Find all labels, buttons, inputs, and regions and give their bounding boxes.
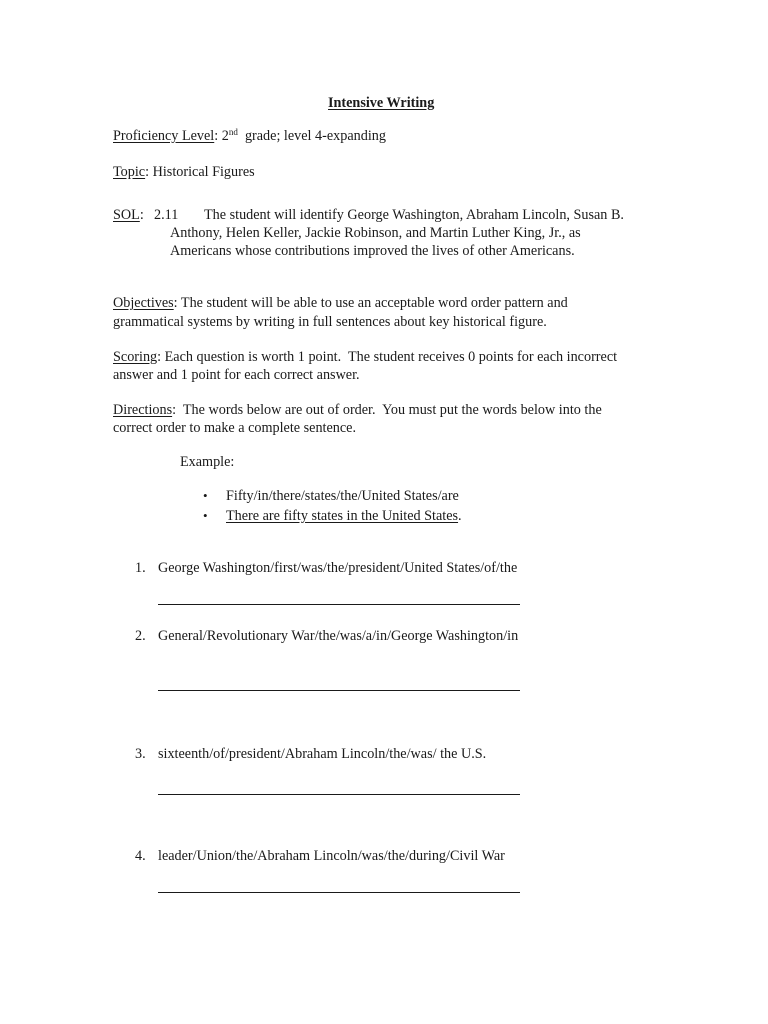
question-text: sixteenth/of/president/Abraham Lincoln/the/was/ the U.S. (158, 746, 487, 762)
proficiency-label: Proficiency Level (113, 128, 215, 144)
objectives-text-1: : The student will be able to use an acceptable word order pattern and (173, 295, 568, 311)
sol-label: SOL (113, 207, 140, 223)
directions-label: Directions (113, 402, 173, 418)
example-answer: There are fifty states in the United States (226, 508, 459, 524)
sol-text-line-2: Anthony, Helen Keller, Jackie Robinson, and Martin Luther King, Jr., as (170, 225, 581, 241)
bullet-icon: • (203, 488, 208, 503)
directions-text-1: : The words below are out of order. You must put the words below into the (172, 402, 602, 418)
objectives-label: Objectives (113, 295, 174, 311)
sol-line-1 (113, 206, 144, 224)
answer-line[interactable] (158, 892, 520, 893)
answer-line[interactable] (158, 604, 520, 605)
question-number: 4. (135, 848, 146, 864)
question-text: George Washington/first/was/the/president/United States/of/the (158, 560, 518, 576)
proficiency-grade-suffix: nd (228, 127, 238, 137)
scoring-text-1: : Each question is worth 1 point. The student receives 0 points for each incorrect (157, 349, 618, 365)
example-answer-line (226, 507, 462, 525)
topic-value: Historical Figures (149, 164, 255, 180)
answer-line[interactable] (158, 794, 520, 795)
directions-line-1 (113, 401, 602, 419)
question-number: 3. (135, 746, 146, 762)
sol-colon: : (139, 207, 144, 223)
question-number: 2. (135, 628, 146, 644)
worksheet-title: Intensive Writing (328, 95, 435, 111)
proficiency-level: grade; level 4-expanding (237, 128, 386, 144)
question-text: leader/Union/the/Abraham Lincoln/was/the/during/Civil War (158, 848, 505, 864)
directions-text-2: correct order to make a complete sentence. (113, 420, 357, 436)
answer-line[interactable] (158, 690, 520, 691)
sol-text-line-1: The student will identify George Washington, Abraham Lincoln, Susan B. (204, 207, 624, 223)
scoring-text-2: answer and 1 point for each correct answer. (113, 367, 360, 383)
question-text: General/Revolutionary War/the/was/a/in/George Washington/in (158, 628, 519, 644)
objectives-text-2: grammatical systems by writing in full sentences about key historical figure. (113, 314, 547, 330)
scoring-label: Scoring (113, 349, 158, 365)
objectives-line-1 (113, 294, 568, 312)
sol-text-line-3: Americans whose contributions improved the lives of other Americans. (170, 243, 575, 259)
example-answer-period: . (458, 508, 462, 524)
example-label: Example: (180, 454, 235, 470)
proficiency-grade: 2 (218, 128, 229, 144)
topic-colon: : (145, 164, 150, 180)
example-scrambled: Fifty/in/there/states/the/United States/are (226, 488, 459, 504)
topic-label: Topic (113, 164, 146, 180)
sol-number: 2.11 (154, 207, 179, 223)
topic-line (113, 163, 255, 181)
question-number: 1. (135, 560, 146, 576)
proficiency-colon: : (214, 128, 219, 144)
bullet-icon: • (203, 508, 208, 523)
scoring-line-1 (113, 348, 617, 366)
proficiency-line (113, 127, 386, 145)
